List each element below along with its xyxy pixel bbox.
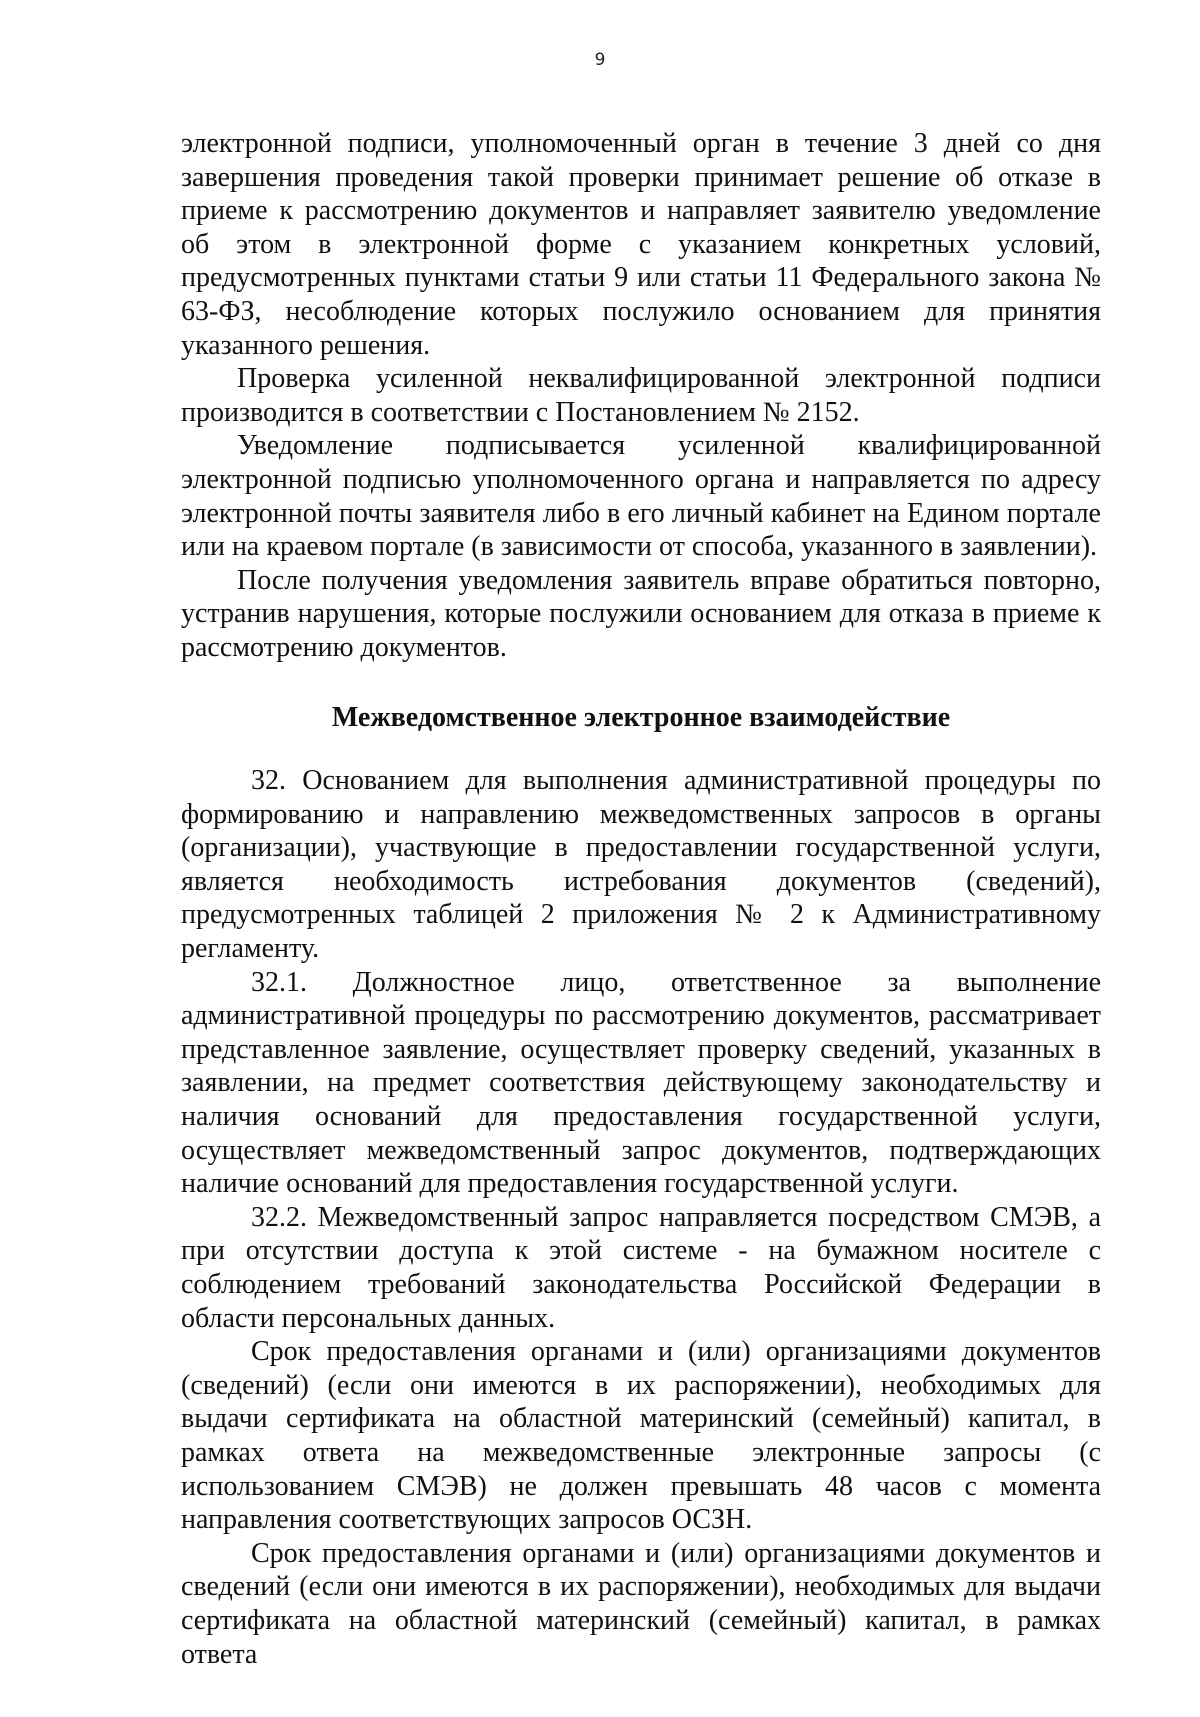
paragraph-response-deadline-continued: Срок предоставления органами и (или) организациями документов и сведений (если они имеются в их распоряжении), необходимых для выдачи сертификата на областной материнский (семейный) капитал, в рамках ответа: [181, 1537, 1101, 1670]
paragraph-item-32: 32. Основанием для выполнения административной процедуры по формированию и направлению межведомственных запросов в органы (организации), участвующие в предоставлении государственной услуги, является необходимость истребования документов (сведений), предусмотренных таблицей 2 приложения № 2 к Административному регламенту.: [181, 765, 1101, 965]
page-number: 9: [594, 50, 606, 70]
section-heading: Межведомственное электронное взаимодействие: [331, 701, 951, 733]
paragraph-item-32-1: 32.1. Должностное лицо, ответственное за выполнение административной процедуры по рассмотрению документов, рассматривает представленное заявление, осуществляет проверку сведений, указанных в заявлении, на предмет соответствия действующему законодательству и наличия оснований для предоставления государственной услуги, осуществляет межведомственный запрос документов, подтверждающих наличие оснований для предоставления государственной услуги.: [181, 966, 1101, 1200]
paragraph-item-32-2: 32.2. Межведомственный запрос направляется посредством СМЭВ, а при отсутствии доступа к этой системе - на бумажном носителе с соблюдением требований законодательства Российской Федерации в области персональных данных.: [181, 1201, 1101, 1334]
paragraph-notification-signing: Уведомление подписывается усиленной квалифицированной электронной подписью уполномоченного органа и направляется по адресу электронной почты заявителя либо в его личный кабинет на Едином портале или на краевом портале (в зависимости от способа, указанного в заявлении).: [181, 430, 1101, 563]
paragraph-signature-verification: Проверка усиленной неквалифицированной электронной подписи производится в соответствии с Постановлением № 2152.: [181, 363, 1101, 428]
document-body: [181, 127, 1101, 1671]
paragraph-response-deadline: Срок предоставления органами и (или) организациями документов (сведений) (если они имеются в их распоряжении), необходимых для выдачи сертификата на областной материнский (семейный) капитал, в рамках ответа на межведомственные электронные запросы (с использованием СМЭВ) не должен превышать 48 часов с момента направления соответствующих запросов ОСЗН.: [181, 1336, 1101, 1536]
paragraph-signature-check: электронной подписи, уполномоченный орган в течение 3 дней со дня завершения проведения такой проверки принимает решение об отказе в приеме к рассмотрению документов и направляет заявителю уведомление об этом в электронной форме с указанием конкретных условий, предусмотренных пунктами статьи 9 или статьи 11 Федерального закона № 63-ФЗ, несоблюдение которых послужило основанием для принятия указанного решения.: [181, 128, 1101, 361]
paragraph-reapplication: После получения уведомления заявитель вправе обратиться повторно, устранив нарушения, которые послужили основанием для отказа в приеме к рассмотрению документов.: [181, 564, 1101, 663]
